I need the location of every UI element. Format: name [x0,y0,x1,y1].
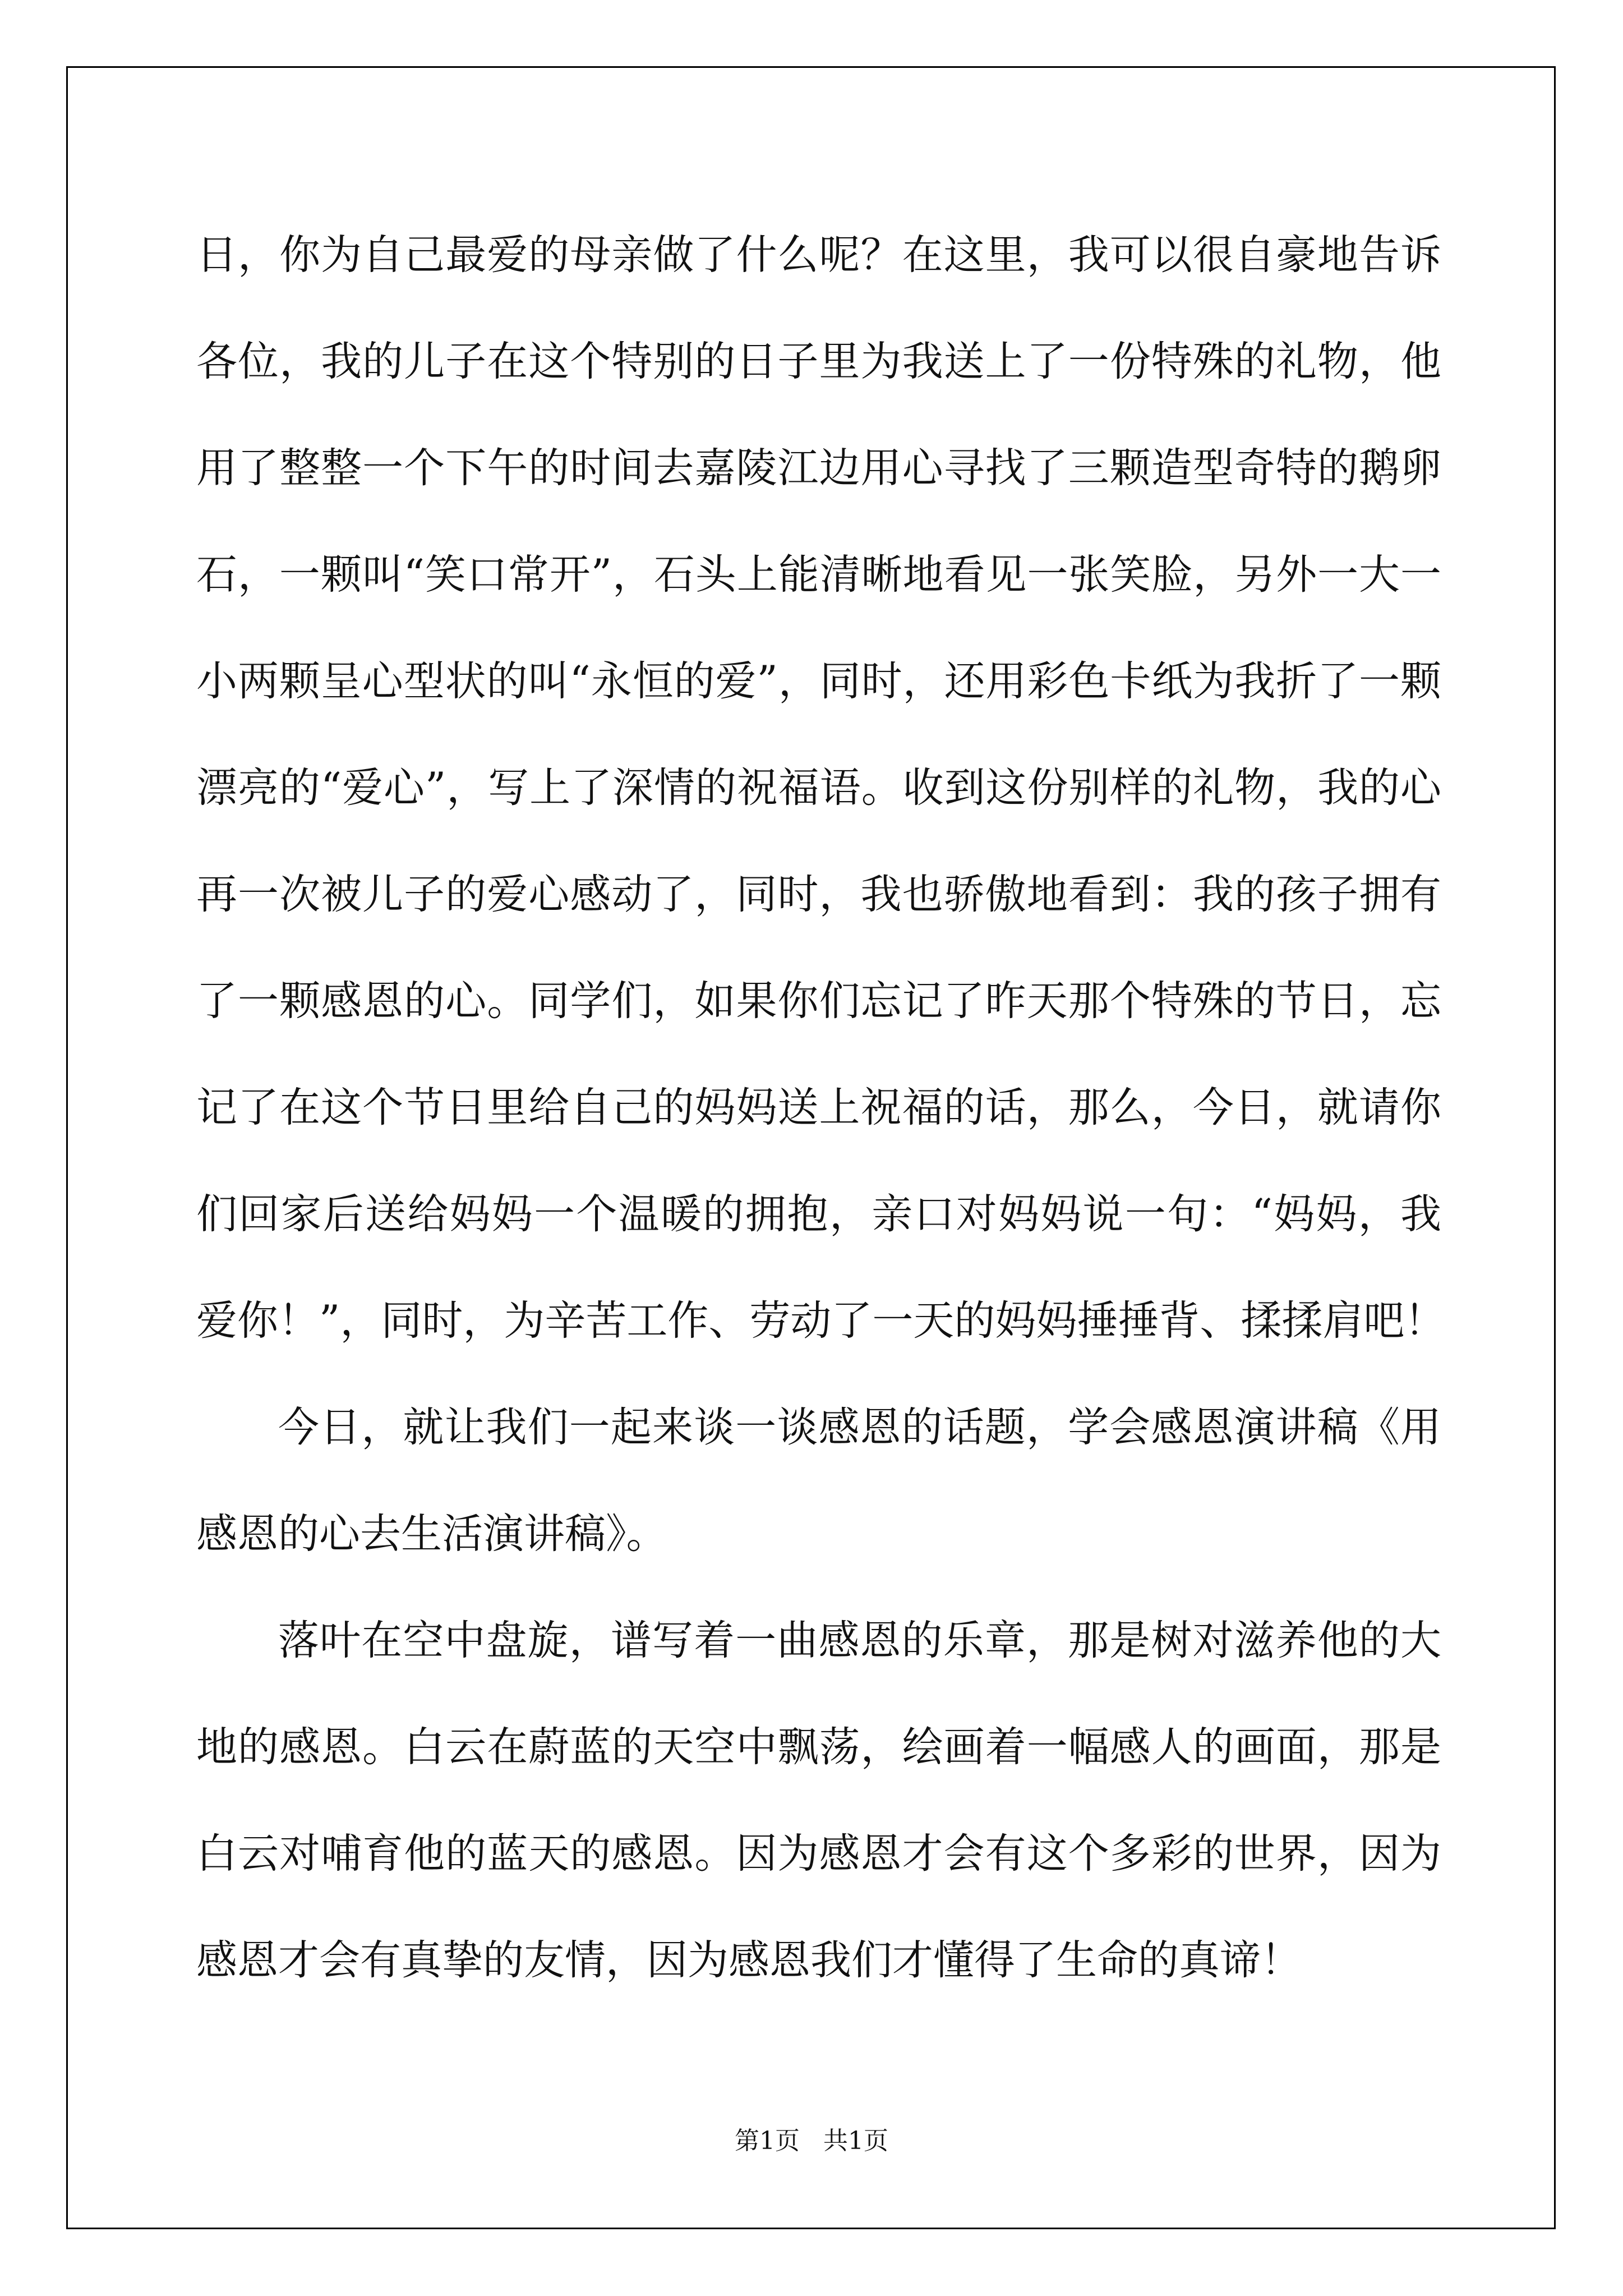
text-line: 感恩才会有真挚的友情，因为感恩我们才懂得了生命的真谛！ [196,1936,1302,1984]
text-line: 日，你为自己最爱的母亲做了什么呢？在这里，我可以很自豪地告诉 [196,231,1441,279]
text-line: 感恩的心去生活演讲稿》。 [196,1510,667,1558]
text-line: 爱你！”，同时，为辛苦工作、劳动了一天的妈妈捶捶背、揉揉肩吧！ [196,1297,1446,1345]
page-footer [0,2120,1623,2156]
text-line: 了一颗感恩的心。同学们，如果你们忘记了昨天那个特殊的节日，忘 [196,977,1441,1025]
text-line: 用了整整一个下午的时间去嘉陵江边用心寻找了三颗造型奇特的鹅卵 [196,444,1441,492]
text-line: 今日，就让我们一起来谈一谈感恩的话题，学会感恩演讲稿《用 [278,1404,1441,1451]
text-line: 地的感恩。白云在蔚蓝的天空中飘荡，绘画着一幅感人的画面，那是 [196,1723,1441,1771]
text-line: 白云对哺育他的蓝天的感恩。因为感恩才会有这个多彩的世界，因为 [196,1830,1441,1878]
text-line: 各位，我的儿子在这个特别的日子里为我送上了一份特殊的礼物，他 [196,338,1441,385]
text-line: 石，一颗叫“笑口常开”，石头上能清晰地看见一张笑脸，另外一大一 [196,551,1441,599]
page-total: 共1页 [823,2127,888,2155]
text-line: 漂亮的“爱心”，写上了深情的祝福语。收到这份别样的礼物，我的心 [196,764,1441,812]
document-body [196,202,1446,2014]
text-line: 们回家后送给妈妈一个温暖的拥抱，亲口对妈妈说一句：“妈妈，我 [196,1190,1441,1238]
text-line: 小两颗呈心型状的叫“永恒的爱”，同时，还用彩色卡纸为我折了一颗 [196,657,1441,705]
text-line: 落叶在空中盘旋，谱写着一曲感恩的乐章，那是树对滋养他的大 [278,1617,1441,1664]
text-line: 记了在这个节日里给自己的妈妈送上祝福的话，那么，今日，就请你 [196,1084,1441,1131]
text-line: 再一次被儿子的爱心感动了，同时，我也骄傲地看到：我的孩子拥有 [196,871,1441,918]
page-number: 第1页 [735,2127,800,2155]
